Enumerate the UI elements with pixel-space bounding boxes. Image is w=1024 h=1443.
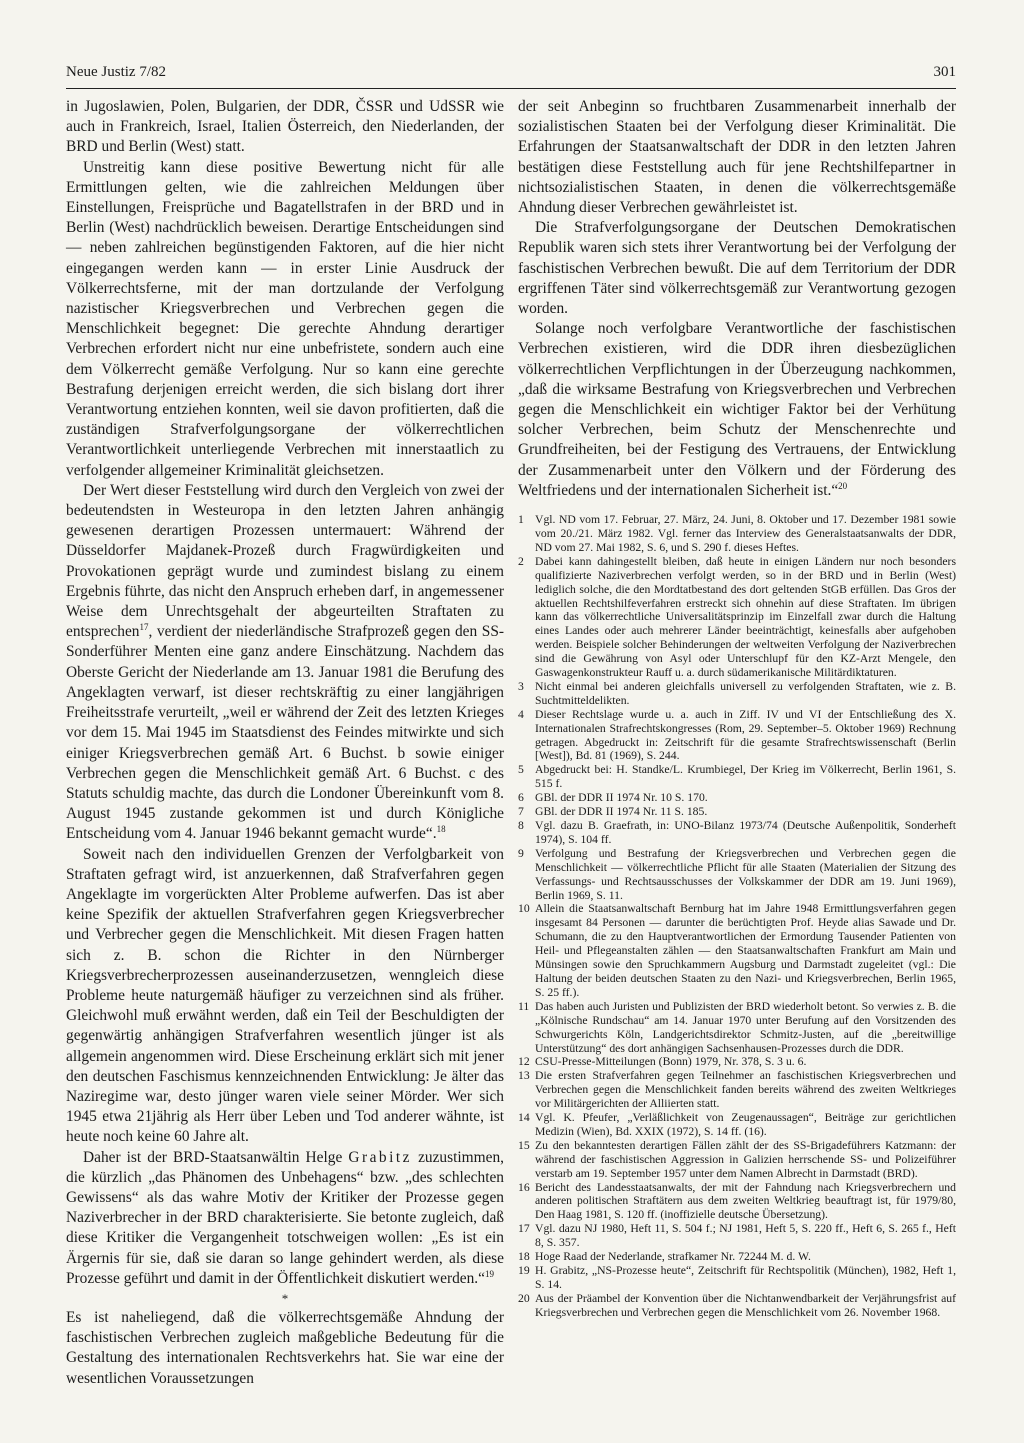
footnote: [518, 1264, 956, 1292]
footnote-ref[interactable]: 17: [139, 622, 149, 633]
footnote-number: 7: [518, 805, 524, 819]
footnote-number: 16: [518, 1180, 530, 1194]
spaced-name: Grabitz: [348, 1148, 413, 1166]
paragraph: Daher ist der BRD-Staatsanwältin Helge Grabitz zuzustimmen, die kürzlich „das Phänomen des Unbehagens“ bzw. „des schlechten Gewissens“ als das wahre Motiv der Kritiker der Prozesse gegen Naziverbrecher in der BRD charakterisierte. Sie betonte zugleich, daß diese Kritiker die Vergangenheit totschweigen wollen: „Es ist ein Ärgernis für sie, daß sie daran so lange gehindert werden, als diese Prozesse geführt und damit in der Öffentlichkeit diskutiert werden.“$^{19}$: [66, 1148, 504, 1287]
footnote: [518, 1181, 956, 1223]
footnote-text: GBl. der DDR II 1974 Nr. 11 S. 185.: [535, 805, 708, 819]
footnote-number: 11: [518, 999, 530, 1013]
paragraph: Der Wert dieser Feststellung wird durch den Vergleich von zwei der bedeutendsten in Westeuropa in den letzten Jahren anhängig gewesenen derartigen Prozessen untermauert: Während der Düsseldorfer Majdanek-Prozeß durch Fragwürdigkeiten und Provokationen geprägt wurde und zumindest bislang zu einem Ergebnis führte, das nicht den Anspruch erheben darf, in angemessener Weise dem Unrechtsgehalt der abgeurteilten Straftaten zu entsprechen$^{17}$, verdient der niederländische Strafprozeß gegen den SS-Sonderführer Menten eine ganz andere Einschätzung. Nachdem das Oberste Gericht der Niederlande am 13. Januar 1981 die Berufung des Angeklagten verwarf, ist dieser rechtskräftig zu einer langjährigen Freiheitsstrafe verurteilt, „weil er während der Zeit des letzten Krieges vor dem 15. Mai 1945 im Staatsdienst des Feindes mitwirkte und sich einiger Kriegsverbrechen gemäß Art. 6 Buchst. b sowie einiger Verbrechen gegen die Menschlichkeit gemäß Art. 6 Buchst. c des Statuts schuldig machte, das durch die Londoner Übereinkunft vom 8. August 1945 zustande gekommen ist und durch Königliche Entscheidung vom 4. Januar 1946 bekannt gemacht wurde“.$^{18}$: [66, 481, 504, 843]
footnote-text: Verfolgung und Bestrafung der Kriegsverbrechen und Verbrechen gegen die Menschlichkeit — völkerrechtliche Pflicht für alle Staaten (Materialien der Sitzung des Verfassungs- und Rechtsausschusses der Volkskammer der DDR am 19. Juni 1969), Berlin 1969, S. 11.: [535, 846, 956, 902]
document-page: [66, 64, 956, 1404]
footnote: [518, 791, 956, 805]
footnote-number: 9: [518, 846, 524, 860]
footnote: [518, 902, 956, 999]
footnote: [518, 1000, 956, 1056]
footnote-number: 5: [518, 763, 524, 777]
paragraph: Soweit nach den individuellen Grenzen der Verfolgbarkeit von Straftaten gefragt wird, ist anzuerkennen, daß Strafverfahren gegen Angeklagte im vorgerückten Alter Probleme aufwerfen. Das ist aber keine Spezifik der aktuellen Strafverfahren gegen Kriegsverbrecher und Verbrecher gegen die Menschlichkeit. Mit diesen Fragen hatten sich z. B. schon die Richter in den Nürnberger Kriegsverbrecherprozessen auseinanderzusetzen, wenngleich diese Probleme heute naturgemäß häufiger zu verzeichnen sind als früher. Gleichwohl muß erwähnt werden, daß ein Teil der Beschuldigten der gegenwärtig anhängigen Strafverfahren wesentlich jünger ist als allgemein angenommen wird. Diese Erscheinung erklärt sich mit jener den deutschen Faschismus kennzeichnenden Entwicklung: Je älter das Naziregime war, desto jünger waren viele seiner Mörder. Wer sich 1945 etwa 21jährig als Herr über Leben und Tod anderer wähnte, ist heute noch keine 60 Jahre alt.: [66, 845, 504, 1146]
paragraph: Die Strafverfolgungsorgane der Deutschen Demokratischen Republik waren sich stets ihrer Verantwortung bei der Verfolgung der faschistischen Verbrechen bewußt. Die auf dem Territorium der DDR ergriffenen Täter sind völkerrechtsgemäß zur Verantwortung gezogen worden.: [518, 219, 956, 318]
footnote-text: Zu den bekanntesten derartigen Fällen zählt der des SS-Brigadeführers Katzmann: der während der faschistischen Aggression in Galizien herrschende SS- und Polizeiführer verstarb am 19. September 1957 unter dem Namen Albrecht in Darmstadt (BRD).: [535, 1138, 956, 1180]
footnote: [518, 513, 956, 555]
footnote-text: Hoge Raad der Nederlande, strafkamer Nr. 72244 M. d. W.: [535, 1250, 811, 1264]
footnote: [518, 763, 956, 791]
footnote: [518, 805, 956, 819]
footnote-number: 17: [518, 1222, 530, 1236]
left-column: [66, 97, 504, 1389]
footnote-text: Vgl. dazu NJ 1980, Heft 11, S. 504 f.; NJ 1981, Heft 5, S. 220 ff., Heft 6, S. 265 f., Heft 8, S. 357.: [535, 1222, 956, 1250]
footnote-text: Nicht einmal bei anderen gleichfalls universell zu verfolgenden Straftaten, wie z. B. Suchtmitteldelikten.: [535, 679, 956, 707]
footnote-text: Vgl. dazu B. Graefrath, in: UNO-Bilanz 1973/74 (Deutsche Außenpolitik, Sonderheft 1974), S. 104 ff.: [535, 819, 956, 846]
footnote-number: 19: [518, 1264, 530, 1277]
footnote-gap: [518, 501, 956, 513]
footnote-text: GBl. der DDR II 1974 Nr. 10 S. 170.: [535, 791, 708, 805]
footnote-text: Dabei kann dahingestellt bleiben, daß heute in einigen Ländern nur noch besonders qualifizierte Naziverbrechen verfolgt werden, so in der BRD und in Berlin (West) lediglich solche, die den Mordtatbestand des dort geltenden StGB erfüllen. Das Gros der aktuellen Rechtshilfeverfahren erstreckt sich ohnehin auf diese Straftaten. Im übrigen kann das völkerrechtliche Universalitätsprinzip im Einzelfall zwar durch die Haltung eines Landes oder auch mehrerer Länder beeinträchtigt, keinesfalls aber aufgehoben werden. Beispiele solcher Behinderungen der weltweiten Verfolgung der Naziverbrechen sind die Gewährung von Asyl oder Unterschlupf für den KZ-Arzt Mengele, den Gaswagenkonstrukteur Rauff u. a. durch südamerikanische Militärdiktaturen.: [535, 554, 956, 680]
footnote: [518, 1222, 956, 1250]
footnote: [518, 708, 956, 764]
footnote-text: Vgl. K. Pfeufer, „Verläßlichkeit von Zeugenaussagen“, Beiträge zur gerichtlichen Medizin (Wien), Bd. XXIX (1972), S. 14 ff. (16).: [535, 1111, 956, 1138]
footnote-ref[interactable]: 18: [436, 824, 446, 835]
footnote-number: 2: [518, 554, 524, 568]
text-columns: [66, 97, 956, 1389]
footnote-text: Die ersten Strafverfahren gegen Teilnehmer an faschistischen Kriegsverbrechen und Verbrechen gegen die Menschlichkeit fanden bereits während des zweiten Weltkrieges vor Militärgerichten der Alliierten statt.: [535, 1069, 956, 1111]
footnote-text: Das haben auch Juristen und Publizisten der BRD wiederholt betont. So verwies z. B. die „Kölnische Rundschau“ am 14. Januar 1970 unter Berufung auf den Vorsitzenden des Schwurgerichts Köln, Landgerichtsdirektor Schmitz-Justen, auf die „bereitwillige Unterstützung“ des dort anhängigen Sachsenhausen-Prozesses durch die DDR.: [535, 999, 956, 1055]
paragraph: Solange noch verfolgbare Verantwortliche der faschistischen Verbrechen existieren, wird die DDR ihren diesbezüglichen völkerrechtlichen Verpflichtungen in der Überzeugung nachkommen, „daß die wirksame Bestrafung von Kriegsverbrechen und Verbrechen gegen die Menschlichkeit ein wichtiger Faktor bei der Verhütung solcher Verbrechen, beim Schutz der Menschenrechte und Grundfreiheiten, bei der Festigung des Vertrauens, der Entwicklung der Zusammenarbeit unter den Völkern und der Förderung des Weltfriedens und der internationalen Sicherheit ist.“$^{20}$: [518, 320, 956, 499]
footnote-number: 10: [518, 902, 530, 916]
footnote-number: 15: [518, 1138, 530, 1152]
footnote-number: 13: [518, 1069, 530, 1083]
footnote: [518, 555, 956, 680]
footnote-text: Vgl. ND vom 17. Februar, 27. März, 24. Juni, 8. Oktober und 17. Dezember 1981 sowie vom 20./21. März 1982. Vgl. ferner das Interview des Generalstaatsanwalts der DDR, ND vom 27. Mai 1982, S. 6, und S. 290 f. dieses Heftes.: [535, 513, 956, 554]
footnote-number: 3: [518, 679, 524, 693]
paragraph: Unstreitig kann diese positive Bewertung nicht für alle Ermittlungen gelten, wie die zahlreichen Meldungen über Einstellungen, Freisprüche und Bagatellstrafen in der BRD und in Berlin (West) nachdrücklich beweisen. Derartige Entscheidungen sind — neben zahlreichen begünstigenden Faktoren, auf die hier nicht eingegangen werden kann — in erster Linie Ausdruck der Völkerrechtsferne, mit der man dortzulande der Verfolgung nazistischer Kriegsverbrechen und Verbrechen gegen die Menschlichkeit begegnet: Die gerechte Ahndung derartiger Verbrechen erfordert nicht nur eine unbefristete, sondern auch eine dem Völkerrecht gemäße Verfolgung. Nur so kann eine gerechte Bestrafung derjenigen erreicht werden, die sich bislang dort ihrer Verantwortung entziehen konnten, weil sie davon profitierten, daß die zuständigen Strafverfolgungsorgane der völkerrechtlichen Verantwortlichkeit unterliegende Verbrechen mit innerstaatlich zu verfolgender allgemeiner Kriminalität gleichsetzen.: [66, 158, 504, 479]
footnote-list: [518, 513, 956, 1320]
footnote-text: Bericht des Landesstaatsanwalts, der mit der Fahndung nach Kriegsverbrechern und anderen politischen Straftätern aus dem zweiten Weltkrieg beauftragt ist, für 1979/80, Den Haag 1981, S. 120 ff. (inoffizielle deutsche Übersetzung).: [535, 1180, 956, 1222]
footnote: [518, 1250, 956, 1264]
footnote: [518, 1139, 956, 1181]
page-header: [66, 64, 956, 88]
footnote-number: 12: [518, 1055, 530, 1069]
footnote-number: 14: [518, 1111, 530, 1125]
footnote: [518, 680, 956, 708]
footnote-ref[interactable]: 19: [485, 1268, 494, 1279]
journal-title: Neue Justiz 7/82: [66, 64, 166, 80]
footnote: [518, 1111, 956, 1139]
footnote-text: Dieser Rechtslage wurde u. a. auch in Ziff. IV und VI der Entschließung des X. Internationalen Strafrechtskongresses (Rom, 29. September–5. Oktober 1969) Rechnung getragen. Abgedruckt in: Zeitschrift für die gesamte Strafrechtswissenschaft (Berlin [West]), Bd. 81 (1969), S. 244.: [535, 707, 956, 763]
footnote-text: CSU-Presse-Mitteilungen (Bonn) 1979, Nr. 378, S. 3 u. 6.: [535, 1055, 807, 1069]
paragraph: der seit Anbeginn so fruchtbaren Zusammenarbeit innerhalb der sozialistischen Staaten bei der Verfolgung dieser Kriminalität. Die Erfahrungen der Staatsanwaltschaft der DDR in den letzten Jahren bestätigen diese Feststellung auch für jene Rechtshilfepartner in nichtsozialistischen Staaten, in denen die völkerrechtsgemäße Ahndung dieser Verbrechen gewährleistet ist.: [518, 98, 956, 217]
footnote: [518, 847, 956, 903]
footnote-number: 20: [518, 1291, 530, 1305]
paragraph: in Jugoslawien, Polen, Bulgarien, der DDR, ČSSR und UdSSR wie auch in Frankreich, Israel, Italien Österreich, den Niederlanden, der BRD und Berlin (West) statt.: [66, 98, 504, 156]
footnote-number: 6: [518, 791, 524, 805]
footnote-text: Allein die Staatsanwaltschaft Bernburg hat im Jahre 1948 Ermittlungsverfahren gegen insgesamt 84 Personen — darunter die berüchtigten Prof. Heyde alias Sawade und Dr. Schumann, die zu den Hauptverantwortlichen der Ermordung Tausender Patienten von Heil- und Pflegeanstalten zählen — den Staatsanwaltschaften Frankfurt am Main und Münsingen sowie den Spruchkammern Augsburg und Darmstadt zugeleitet (vgl.: Die Haltung der beiden deutschen Staaten zu den Nazi- und Kriegsverbrechen, Berlin 1965, S. 25 ff.).: [535, 902, 956, 999]
footnote-number: 8: [518, 819, 524, 832]
footnote-number: 1: [518, 513, 524, 527]
footnote-ref[interactable]: 20: [838, 480, 848, 491]
paragraph: Es ist naheliegend, daß die völkerrechtsgemäße Ahndung der faschistischen Verbrechen zugleich maßgebliche Bedeutung für die Gestaltung des internationalen Rechtsverkehrs hat. Sie war eine der wesentlichen Voraussetzungen: [66, 1308, 504, 1387]
section-separator: *: [281, 1290, 289, 1306]
right-column: [518, 97, 956, 1389]
footnote-number: 4: [518, 707, 524, 721]
footnote: [518, 819, 956, 847]
footnote: [518, 1069, 956, 1111]
footnote: [518, 1292, 956, 1320]
page-number: 301: [933, 64, 956, 80]
footnote: [518, 1055, 956, 1069]
footnote-text: Abgedruckt bei: H. Standke/L. Krumbiegel, Der Krieg im Völkerrecht, Berlin 1961, S. 515 f.: [535, 763, 956, 791]
footnote-text: Aus der Präambel der Konvention über die Nichtanwendbarkeit der Verjährungsfrist auf Kriegsverbrechen und Verbrechen gegen die Menschlichkeit vom 26. November 1968.: [535, 1291, 956, 1319]
footnote-text: H. Grabitz, „NS-Prozesse heute“, Zeitschrift für Rechtspolitik (München), 1982, Heft 1, S. 14.: [535, 1264, 956, 1291]
footnote-number: 18: [518, 1250, 530, 1264]
header-rule: [66, 88, 956, 89]
